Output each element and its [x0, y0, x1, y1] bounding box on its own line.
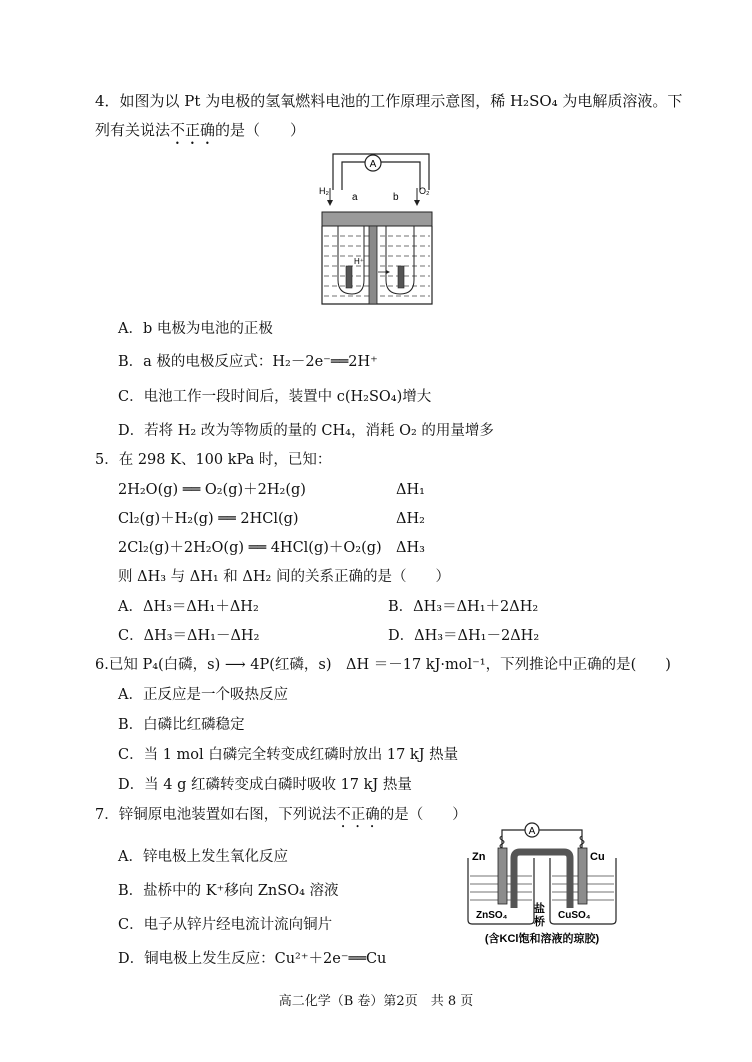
q5-equation-1: 2H₂O(g) ══ O₂(g)＋2H₂(g) — [118, 482, 306, 498]
o2-label: O₂ — [419, 186, 430, 196]
salt-bridge-caption: (含KCl饱和溶液的琼胶) — [484, 933, 600, 945]
q5-delta-h2: ΔH₂ — [396, 511, 425, 527]
electrode-a-label: a — [352, 192, 358, 203]
q5-delta-h3: ΔH₃ — [396, 540, 425, 556]
q4-stem-pre: 列有关说法 — [95, 121, 171, 139]
ammeter-label-cell: A — [528, 826, 536, 837]
fuel-cell-diagram — [316, 148, 436, 308]
q4-stem-line2 — [95, 121, 305, 148]
q6-stem: 6.已知 P₄(白磷，s) ⟶ 4P(红磷，s) ΔH ＝－17 kJ·mol⁻¹，下列推论中正确的是( ) — [95, 657, 671, 673]
q7-option-c[interactable]: C．电子从锌片经电流计流向铜片 — [118, 917, 333, 933]
q7-stem-pre: 7．锌铜原电池装置如右图，下列说法 — [95, 807, 337, 823]
q6-option-c[interactable]: C．当 1 mol 白磷完全转变成红磷时放出 17 kJ 热量 — [118, 747, 459, 763]
q4-stem-line1: 4．如图为以 Pt 为电极的氢氧燃料电池的工作原理示意图，稀 H₂SO₄ 为电解质溶液。下 — [95, 92, 683, 110]
q5-delta-h1: ΔH₁ — [396, 482, 425, 498]
page-footer: 高二化学（B 卷）第2页 共 8 页 — [278, 994, 474, 1009]
electrode-b-label: b — [393, 192, 399, 203]
q5-question: 则 ΔH₃ 与 ΔH₁ 和 ΔH₂ 间的关系正确的是（ ） — [118, 569, 450, 585]
zinc-copper-cell-diagram — [462, 818, 622, 952]
q4-option-a[interactable]: A．b 电极为电池的正极 — [118, 321, 273, 337]
cuso4-label: CuSO₄ — [558, 910, 591, 921]
salt-bridge-label-2: 桥 — [534, 916, 545, 928]
q5-equation-3: 2Cl₂(g)＋2H₂O(g) ══ 4HCl(g)＋O₂(g) — [118, 540, 382, 556]
q4-option-d[interactable]: D．若将 H₂ 改为等物质的量的 CH₄，消耗 O₂ 的用量增多 — [118, 423, 494, 439]
cu-label: Cu — [590, 851, 605, 863]
h2-label: H₂ — [319, 186, 329, 196]
q4-emphasis-not-correct: 不正确 — [170, 121, 216, 139]
q4-option-b[interactable]: B．a 极的电极反应式：H₂－2e⁻══2H⁺ — [118, 354, 378, 370]
q7-emphasis-not-correct: 不正确 — [336, 807, 380, 823]
q7-option-a[interactable]: A．锌电极上发生氧化反应 — [118, 849, 288, 865]
znso4-label: ZnSO₄ — [476, 910, 508, 921]
q5-option-b[interactable]: B．ΔH₃＝ΔH₁＋2ΔH₂ — [388, 599, 539, 615]
q6-option-d[interactable]: D．当 4 g 红磷转变成白磷时吸收 17 kJ 热量 — [118, 777, 412, 793]
q6-option-b[interactable]: B．白磷比红磷稳定 — [118, 717, 245, 733]
q5-equation-2: Cl₂(g)＋H₂(g) ══ 2HCl(g) — [118, 511, 299, 527]
q7-stem-post: 的是（ ） — [379, 807, 467, 823]
q7-option-d[interactable]: D．铜电极上发生反应：Cu²⁺＋2e⁻══Cu — [118, 951, 387, 967]
q7-stem — [95, 806, 467, 831]
ammeter-label: A — [369, 159, 377, 170]
q4-option-c[interactable]: C．电池工作一段时间后，装置中 c(H₂SO₄)增大 — [118, 389, 432, 405]
q6-option-a[interactable]: A．正反应是一个吸热反应 — [118, 687, 288, 703]
q5-option-a[interactable]: A．ΔH₃＝ΔH₁＋ΔH₂ — [118, 599, 259, 615]
q7-option-b[interactable]: B．盐桥中的 K⁺移向 ZnSO₄ 溶液 — [118, 883, 339, 899]
zn-label: Zn — [472, 851, 486, 863]
salt-bridge-label-1: 盐 — [534, 903, 545, 915]
q4-stem-post: 的是（ ） — [215, 121, 306, 139]
q5-option-c[interactable]: C．ΔH₃＝ΔH₁－ΔH₂ — [118, 628, 260, 644]
q5-stem: 5．在 298 K、100 kPa 时，已知： — [95, 452, 332, 468]
q5-option-d[interactable]: D．ΔH₃＝ΔH₁－2ΔH₂ — [388, 628, 540, 644]
h-plus-label: H⁺ — [354, 257, 364, 266]
